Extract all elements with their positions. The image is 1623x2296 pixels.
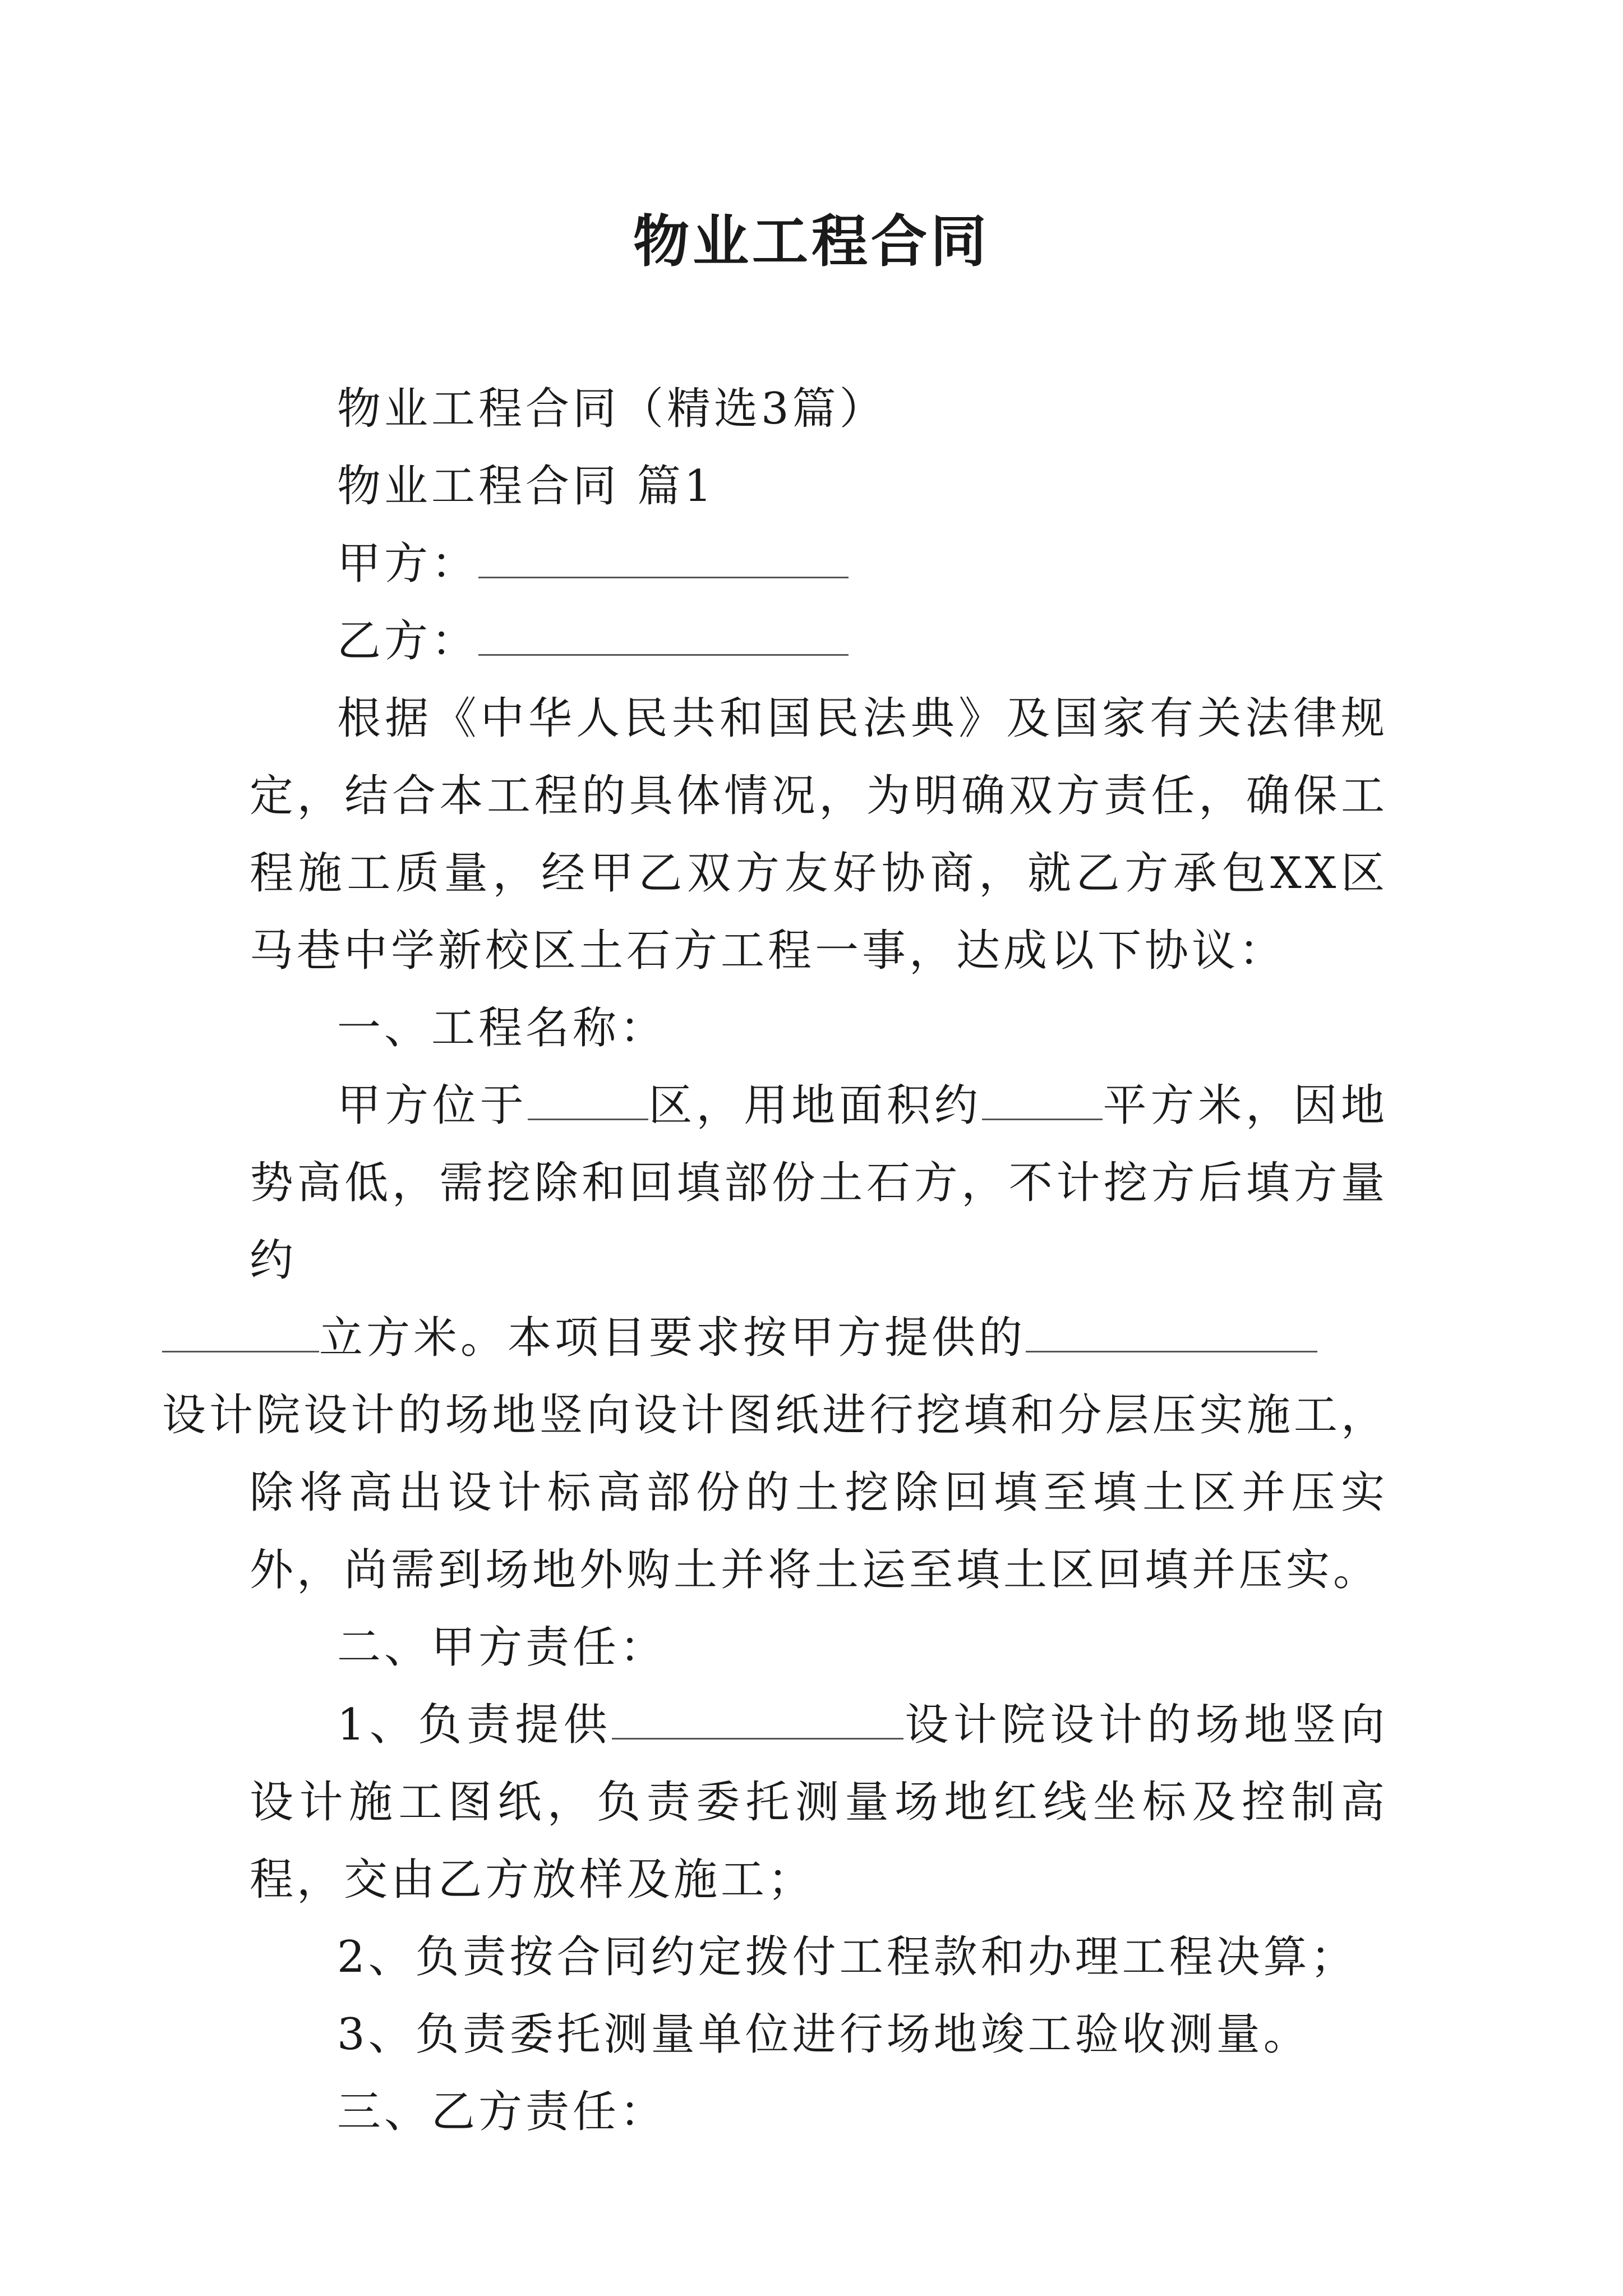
party-b-label: 乙方： xyxy=(337,616,479,666)
district-blank xyxy=(528,1077,648,1120)
document-title: 物业工程合同 xyxy=(633,208,990,274)
item-2-1-text-b: 设计院设计的场地竖向设计施工图纸，负责委托测量场地红线坐标及控制高程，交由乙方放样及施工； xyxy=(250,1700,1388,1905)
design-provider-blank xyxy=(612,1696,903,1740)
project-text-e: 设计院设计的场地竖向设计图纸进行挖填和分层压实施工，除将高出设计标高部份的土挖除回填至填土区并压实外，尚需到场地外购土并将土运至填土区回填并压实。 xyxy=(162,1390,1388,1595)
heading-3: 三、乙方责任： xyxy=(337,2087,667,2137)
subtitle: 物业工程合同（精选3篇） xyxy=(337,384,887,434)
party-a-line xyxy=(250,525,1388,602)
party-a-item-2: 2、负责按合同约定拨付工程款和办理工程决算； xyxy=(337,1932,1358,1982)
volume-blank xyxy=(162,1309,319,1352)
project-text-a: 甲方位于 xyxy=(337,1080,528,1131)
party-b-line xyxy=(250,602,1388,680)
project-text-b: 区，用地面积约 xyxy=(648,1080,982,1131)
intro-paragraph: 根据《中华人民共和国民法典》及国家有关法律规定，结合本工程的具体情况，为明确双方责任，确保工程施工质量，经甲乙双方友好协商，就乙方承包XX区马巷中学新校区土石方工程一事，达成以下协议： xyxy=(250,693,1388,976)
heading-1: 一、工程名称： xyxy=(337,1003,667,1053)
area-blank xyxy=(982,1077,1103,1120)
party-a-item-3: 3、负责委托测量单位进行场地竣工验收测量。 xyxy=(337,2009,1311,2060)
project-paragraph xyxy=(162,1067,1388,1609)
document-body xyxy=(162,370,1388,2151)
heading-2: 二、甲方责任： xyxy=(337,1622,667,1673)
project-text-d: 立方米。本项目要求按甲方提供的 xyxy=(319,1313,1026,1363)
party-a-label: 甲方： xyxy=(337,539,479,589)
project-text-c: 平方米，因地势高低，需挖除和回填部份土石方，不计挖方后填方量约 xyxy=(250,1080,1388,1286)
item-2-1-text-a: 1、负责提供 xyxy=(337,1700,612,1750)
party-a-blank xyxy=(478,535,849,578)
section-title: 物业工程合同 篇1 xyxy=(337,461,716,512)
design-institute-blank xyxy=(1026,1309,1317,1352)
party-a-item-1 xyxy=(250,1686,1388,1918)
party-b-blank xyxy=(478,613,849,656)
